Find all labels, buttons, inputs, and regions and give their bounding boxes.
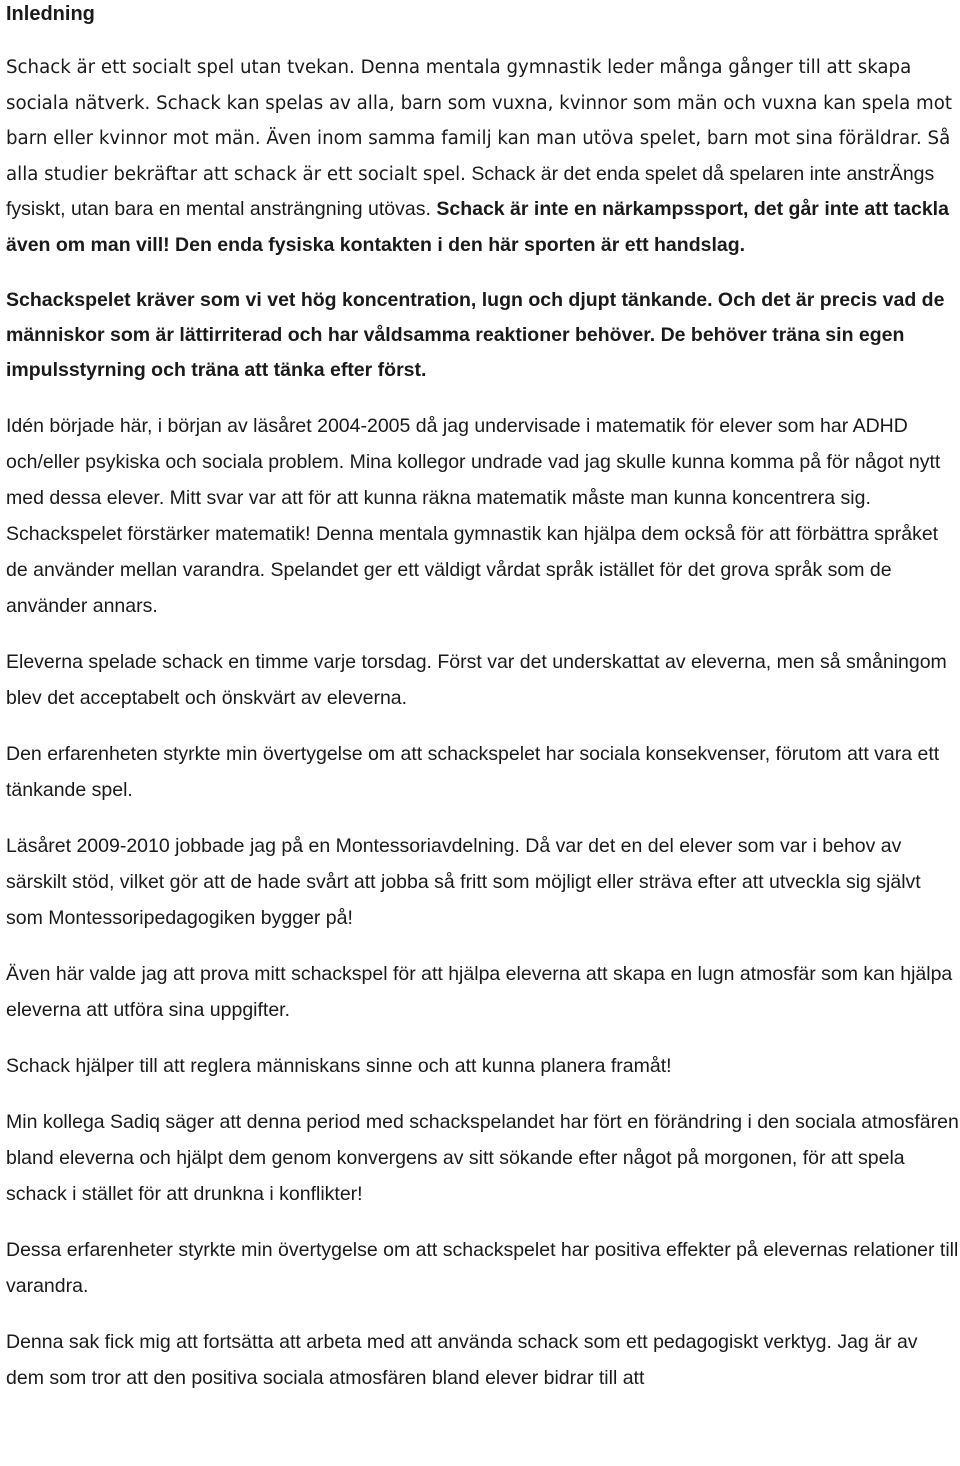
paragraph-relations xyxy=(6,1232,960,1304)
paragraph-montessori xyxy=(6,828,960,936)
text-segment: Dessa erfarenheter styrkte min övertygelse om att schackspelet har positiva effekter på elevernas relationer till varandra. xyxy=(6,1239,959,1297)
text-segment: Denna sak fick mig att fortsätta att arbeta med att använda schack som ett pedagogiskt verktyg. Jag är av dem som tror att den positiva sociala atmosfären bland elever bidrar till att xyxy=(6,1331,918,1389)
paragraph-concentration xyxy=(6,283,960,388)
text-segment-bold: Schack är inte en närkampssport, det går inte att tackla även om man vill! Den enda fysiska kontakten i den här sporten är ett handslag. xyxy=(6,198,949,256)
text-segment: Eleverna spelade schack en timme varje torsdag. Först var det underskattat av eleverna, men så småningom blev det acceptabelt och önskvärt av eleverna. xyxy=(6,651,947,709)
text-segment-bold: Schackspelet kräver som vi vet hög koncentration, lugn och djupt tänkande. Och det är precis vad de människor som är lättirriterad och har våldsamma reaktioner behöver. De behöver träna sin egen impulsstyrning och träna att tänka efter först. xyxy=(6,289,945,381)
text-segment: Den erfarenheten styrkte min övertygelse om att schackspelet har sociala konsekvenser, förutom att vara ett tänkande spel. xyxy=(6,743,940,801)
text-segment: Schack är det enda spelet då spelaren inte anstrÄngs fysiskt, utan bara en mental ansträngning utövas. xyxy=(6,162,935,220)
paragraph-pedagogical-tool xyxy=(6,1324,960,1396)
text-segment: Idén började här, i början av läsåret 2004-2005 då jag undervisade i matematik för elever som har ADHD och/eller psykiska och sociala problem. Mina kollegor undrade vad jag skulle kunna komma på för något nytt med dessa elever. Mitt svar var att för att kunna räkna matematik måste man kunna koncentrera sig. Schackspelet förstärker matematik! Denna mentala gymnastik kan hjälpa dem också för att förbättra språket de använder mellan varandra. Spelandet ger ett väldigt vårdat språk istället för det grova språk som de använder annars. xyxy=(6,415,941,617)
document-page xyxy=(6,0,960,1396)
paragraph-regulate xyxy=(6,1048,960,1084)
paragraph-colleague xyxy=(6,1104,960,1212)
paragraph-experience xyxy=(6,736,960,808)
text-segment: Så alla studier bekräftar att schack är ett socialt spel. xyxy=(6,128,951,185)
text-segment: Schack är ett socialt spel utan tvekan. Denna mentala gymnastik leder många gånger till att skapa sociala nätverk. Schack kan spelas av alla, barn som vuxna, kvinnor som män och vuxna kan spela mot barn eller kvinnor mot män. Även inom samma familj kan man utöva spelet, barn mot sina föräldrar. xyxy=(6,57,952,149)
text-segment: Min kollega Sadiq säger att denna period med schackspelandet har fört en förändring i den sociala atmosfären bland eleverna och hjälpt dem genom konvergens av sitt sökande efter något på morgonen, för att spela schack i stället för att drunkna i konflikter! xyxy=(6,1111,959,1205)
paragraph-thursday xyxy=(6,644,960,716)
text-segment: Även här valde jag att prova mitt schackspel för att hjälpa eleverna att skapa en lugn atmosfär som kan hjälpa eleverna att utföra sina uppgifter. xyxy=(6,963,953,1021)
text-segment: Läsåret 2009-2010 jobbade jag på en Montessoriavdelning. Då var det en del elever som var i behov av särskilt stöd, vilket gör att de hade svårt att jobba så fritt som möjligt eller sträva efter att utveckla sig självt som Montessoripedagogiken bygger på! xyxy=(6,835,921,929)
paragraph-calm-atmosphere xyxy=(6,956,960,1028)
section-heading: Inledning xyxy=(6,3,95,25)
paragraph-idea xyxy=(6,408,960,624)
paragraph-intro xyxy=(6,50,960,263)
text-segment: Schack hjälper till att reglera människans sinne och att kunna planera framåt! xyxy=(6,1055,672,1077)
